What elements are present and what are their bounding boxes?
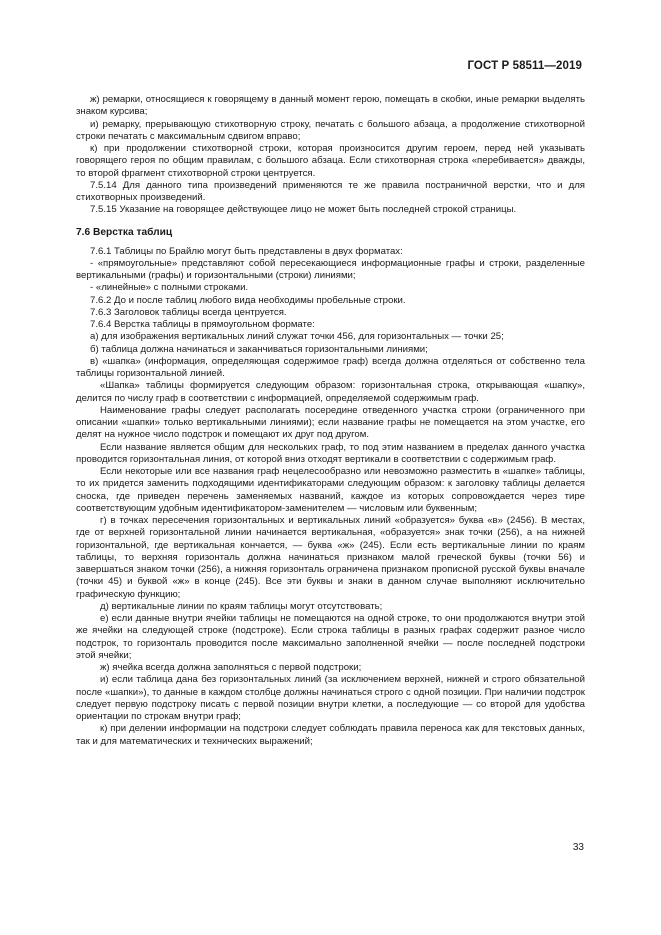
paragraph-group-table-header-rules (76, 380, 585, 748)
paragraph: 7.5.15 Указание на говорящее действующее лицо не может быть последней строкой страницы. (90, 204, 517, 216)
paragraph: 7.6.2 До и после таблиц любого вида необходимы пробельные строки. (90, 294, 406, 306)
paragraph: Если некоторые или все названия граф нецелесообразно или невозможно разместить в «шапке» таблицы, то их придется заменить подходящими идентификаторами следующим образом: к заголовку таблицы делается сноска, где приведен перечень заменяемых названий, каждое из которых сопровождается через тире соответствующим удобным идентификатором-заменителем — числовым или буквенным; (76, 466, 585, 514)
paragraph-group-table-formats (76, 246, 585, 381)
paragraph: а) для изображения вертикальных линий служат точки 456, для горизонтальных — точки 25; (90, 331, 504, 343)
paragraph: Если название является общим для нескольких граф, то под этим названием в пределах данного участка проводится горизонтальная линия, от которой вниз отходят вертикали в соответствии с содержимым граф. (76, 441, 585, 465)
section-heading: 7.6 Верстка таблиц (76, 226, 173, 238)
paragraph: в) «шапка» (информация, определяющая содержимое граф) всегда должна отделяться от собственно тела таблицы горизонтальной линией. (76, 355, 585, 379)
standard-code-header: ГОСТ Р 58511—2019 (467, 60, 582, 72)
paragraph: ж) ремарки, относящиеся к говорящему в данный момент герою, помещать в скобки, иные ремарки выделять знаком курсива; (76, 94, 585, 118)
paragraph: к) при делении информации на подстроки следует соблюдать правила переноса как для текстовых данных, так и для математических и технических выражений; (76, 723, 585, 747)
paragraph: г) в точках пересечения горизонтальных и вертикальных линий «образуется» буква «в» (2456). В местах, где от верхней горизонтальной линии начинается вертикальная, «образуется» знак точки (256), а на нижней горизонтальной, где вертикальная кончается, — буква «ж» (245). Если есть вертикальные линии по краям таблицы, то верхняя горизонталь должна начинаться признаком малой греческой буквы (точки 56) и завершаться знаком точки (256), а нижняя горизонталь ограничена признаком прописной русской буквы вначале (точки 45) и буквой «ж» в конце (245). Все эти буквы и знаки в данном случае выполняют исключительно графическую функцию; (76, 515, 585, 600)
paragraph: е) если данные внутри ячейки таблицы не помещаются на одной строке, то они продолжаются внутри этой же ячейки на следующей строке (подстроке). Если строка таблицы в разных графах содержит разное число подстрок, то горизонталь проводится после максимально заполненной ячейки — после последней подстроки этой ячейки; (76, 613, 585, 661)
paragraph: - «линейные» с полными строками. (90, 282, 249, 294)
paragraph: д) вертикальные линии по краям таблицы могут отсутствовать; (100, 600, 383, 612)
paragraph: к) при продолжении стихотворной строки, которая произносится другим героем, перед ней указывать говорящего героя по общим правилам, с большого абзаца. Если стихотворная строка «перебивается» дважды, то второй фрагмент стихотворной строки центруется. (76, 143, 585, 179)
paragraph: и) ремарку, прерывающую стихотворную строку, печатать с большого абзаца, а продолжение стихотворной строки печатать с максимальным сдвигом вправо; (76, 118, 585, 142)
paragraph: б) таблица должна начинаться и заканчиваться горизонтальными линиями; (90, 343, 428, 355)
paragraph: «Шапка» таблицы формируется следующим образом: горизонтальная строка, открывающая «шапку», делится по числу граф в соответствии с информацией, определяемой содержимым граф. (76, 380, 585, 404)
paragraph: 7.6.4 Верстка таблицы в прямоугольном формате: (90, 319, 315, 330)
paragraph: ж) ячейка всегда должна заполняться с первой подстроки; (100, 662, 362, 673)
paragraph: 7.6.1 Таблицы по Брайлю могут быть представлены в двух форматах: (90, 245, 403, 257)
paragraph: - «прямоугольные» представляют собой пересекающиеся информационные графы и строки, разделенные вертикальными (графы) и горизонтальными (строки) линиями; (76, 257, 585, 281)
paragraph: и) если таблица дана без горизонтальных линий (за исключением верхней, нижней и строго обязательной после «шапки»), то данные в каждом столбце должны начинаться строго с одной позиции. При наличии подстрок следует первую подстроку писать с первой позиции внутри клетки, а последующие — со второй для удобства ориентации по строкам внутри граф; (76, 674, 585, 722)
paragraph: 7.5.14 Для данного типа произведений применяются те же правила постраничной верстки, что и для стихотворных произведений. (76, 179, 585, 203)
page-number: 33 (572, 842, 584, 853)
paragraph-group-remarks (76, 94, 585, 217)
paragraph: 7.6.3 Заголовок таблицы всегда центруется. (90, 306, 287, 318)
page-content (76, 94, 585, 748)
paragraph: Наименование графы следует располагать посередине отведенного участка строки (ограниченного при описании «шапки» только вертикальными линиями); если название графы не помещается на этом участке, его делят на нужное число подстрок и помещают их друг под другом. (76, 404, 585, 441)
